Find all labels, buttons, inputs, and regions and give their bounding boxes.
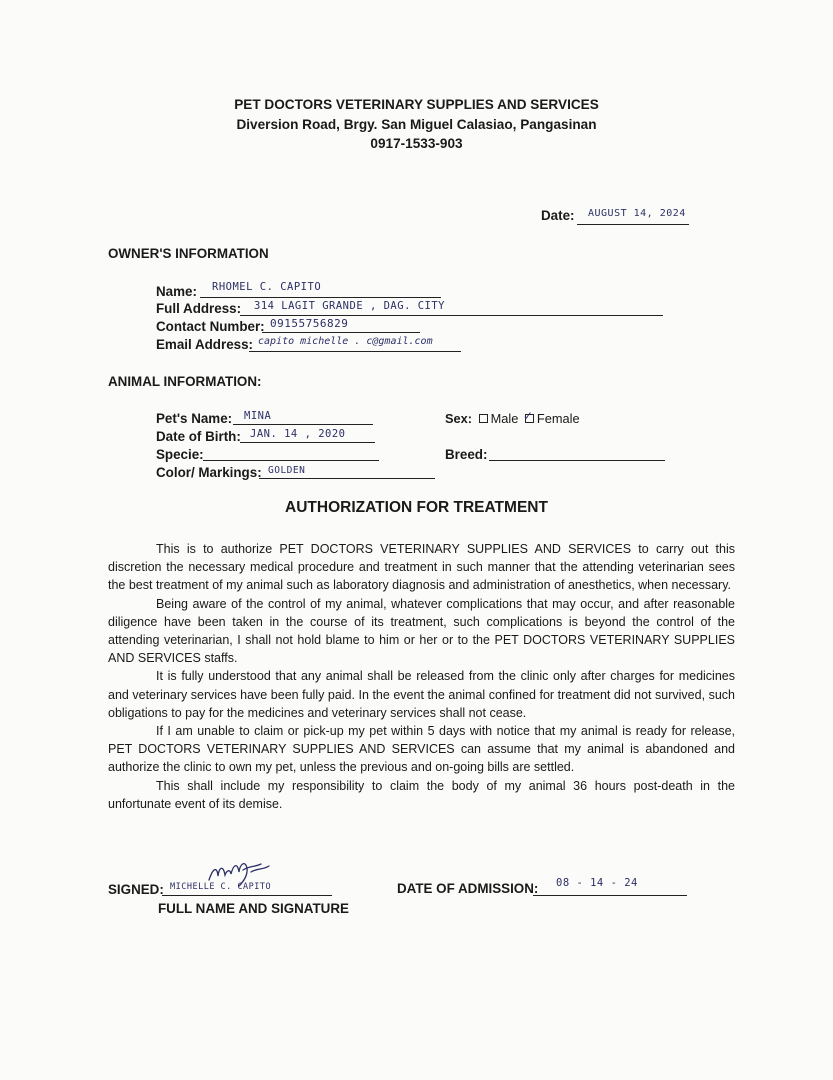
owner-name-line (200, 297, 441, 298)
contact-line (262, 332, 420, 333)
date-line (577, 224, 689, 225)
breed-line (489, 460, 665, 461)
male-checkbox[interactable] (479, 414, 488, 423)
contact-label: Contact Number: (156, 319, 265, 334)
org-address: Diversion Road, Brgy. San Miguel Calasiao, Pangasinan (236, 116, 597, 132)
authorization-paragraph: Being aware of the control of my animal, whatever complications that may occur, and after reasonable diligence have been taken in the course of its treatment, such complications is beyond the control of the attending veterinarian, I shall not hold blame to him or her or to the PET DOCTORS VETERINARY SUPPLIES AND SERVICES staffs. (108, 596, 735, 666)
email-label: Email Address: (156, 337, 253, 352)
owner-address-line (240, 315, 663, 316)
female-option-label: Female (536, 411, 580, 426)
male-option-label: Male (490, 411, 519, 426)
color-line (259, 478, 435, 479)
signed-label: SIGNED: (108, 882, 164, 897)
document-header (0, 95, 833, 154)
email-line (249, 351, 461, 352)
color-value: GOLDEN (268, 465, 306, 476)
dob-label: Date of Birth: (156, 429, 241, 444)
owner-section-title: OWNER'S INFORMATION (108, 246, 269, 261)
admission-line (533, 895, 687, 896)
sex-label: Sex: (445, 411, 473, 426)
female-checkbox[interactable] (522, 409, 534, 424)
authorization-paragraph: If I am unable to claim or pick-up my pet within 5 days with notice that my animal is ready for release, PET DOCTORS VETERINARY SUPPLIES AND SERVICES can assume that my animal is abandoned and authorize the clinic to own my pet, unless the previous and on-going bills are settled. (108, 724, 735, 775)
date-value: AUGUST 14, 2024 (588, 208, 686, 219)
signature-line (162, 895, 332, 896)
authorization-body (108, 540, 735, 813)
email-value: capito michelle . c@gmail.com (258, 336, 433, 347)
dob-value: JAN. 14 , 2020 (250, 428, 346, 440)
authorization-title: AUTHORIZATION FOR TREATMENT (285, 499, 548, 516)
pet-name-value: MINA (244, 410, 272, 422)
signature-caption: FULL NAME AND SIGNATURE (158, 901, 349, 916)
authorization-paragraph: This shall include my responsibility to claim the body of my animal 36 hours post-death in the unfortunate event of its demise. (108, 778, 735, 811)
date-label: Date: (541, 208, 575, 223)
specie-line (203, 460, 379, 461)
dob-line (240, 442, 375, 443)
contact-value: 09155756829 (270, 317, 349, 330)
owner-name-value: RHOMEL C. CAPITO (212, 281, 322, 293)
signed-name: MICHELLE C. CAPITO (170, 882, 272, 892)
owner-address-label: Full Address: (156, 301, 242, 316)
org-name: PET DOCTORS VETERINARY SUPPLIES AND SERVICES (234, 97, 599, 112)
admission-value: 08 - 14 - 24 (556, 877, 638, 889)
authorization-paragraph: It is fully understood that any animal shall be released from the clinic only after charges for medicines and veterinary services have been fully paid. In the event the animal confined for treatment did not survived, such obligations to pay for the medicines and veterinary services shall not cease. (108, 669, 735, 720)
pet-name-label: Pet's Name: (156, 411, 233, 426)
admission-label: DATE OF ADMISSION: (397, 881, 539, 896)
owner-name-label: Name: (156, 284, 197, 299)
org-phone: 0917-1533-903 (370, 136, 463, 151)
check-icon: ✓ (522, 409, 533, 424)
specie-label: Specie: (156, 447, 204, 462)
breed-label: Breed: (445, 447, 488, 462)
color-label: Color/ Markings: (156, 465, 262, 480)
owner-address-value: 314 LAGIT GRANDE , DAG. CITY (254, 300, 446, 312)
sex-field (445, 411, 580, 426)
pet-name-line (233, 424, 373, 425)
authorization-paragraph: This is to authorize PET DOCTORS VETERINARY SUPPLIES AND SERVICES to carry out this discretion the necessary medical procedure and treatment in such manner that the attending veterinarian sees the best treatment of my animal such as laboratory diagnosis and administration of anesthetics, when necessary. (108, 542, 735, 593)
animal-section-title: ANIMAL INFORMATION: (108, 374, 262, 389)
